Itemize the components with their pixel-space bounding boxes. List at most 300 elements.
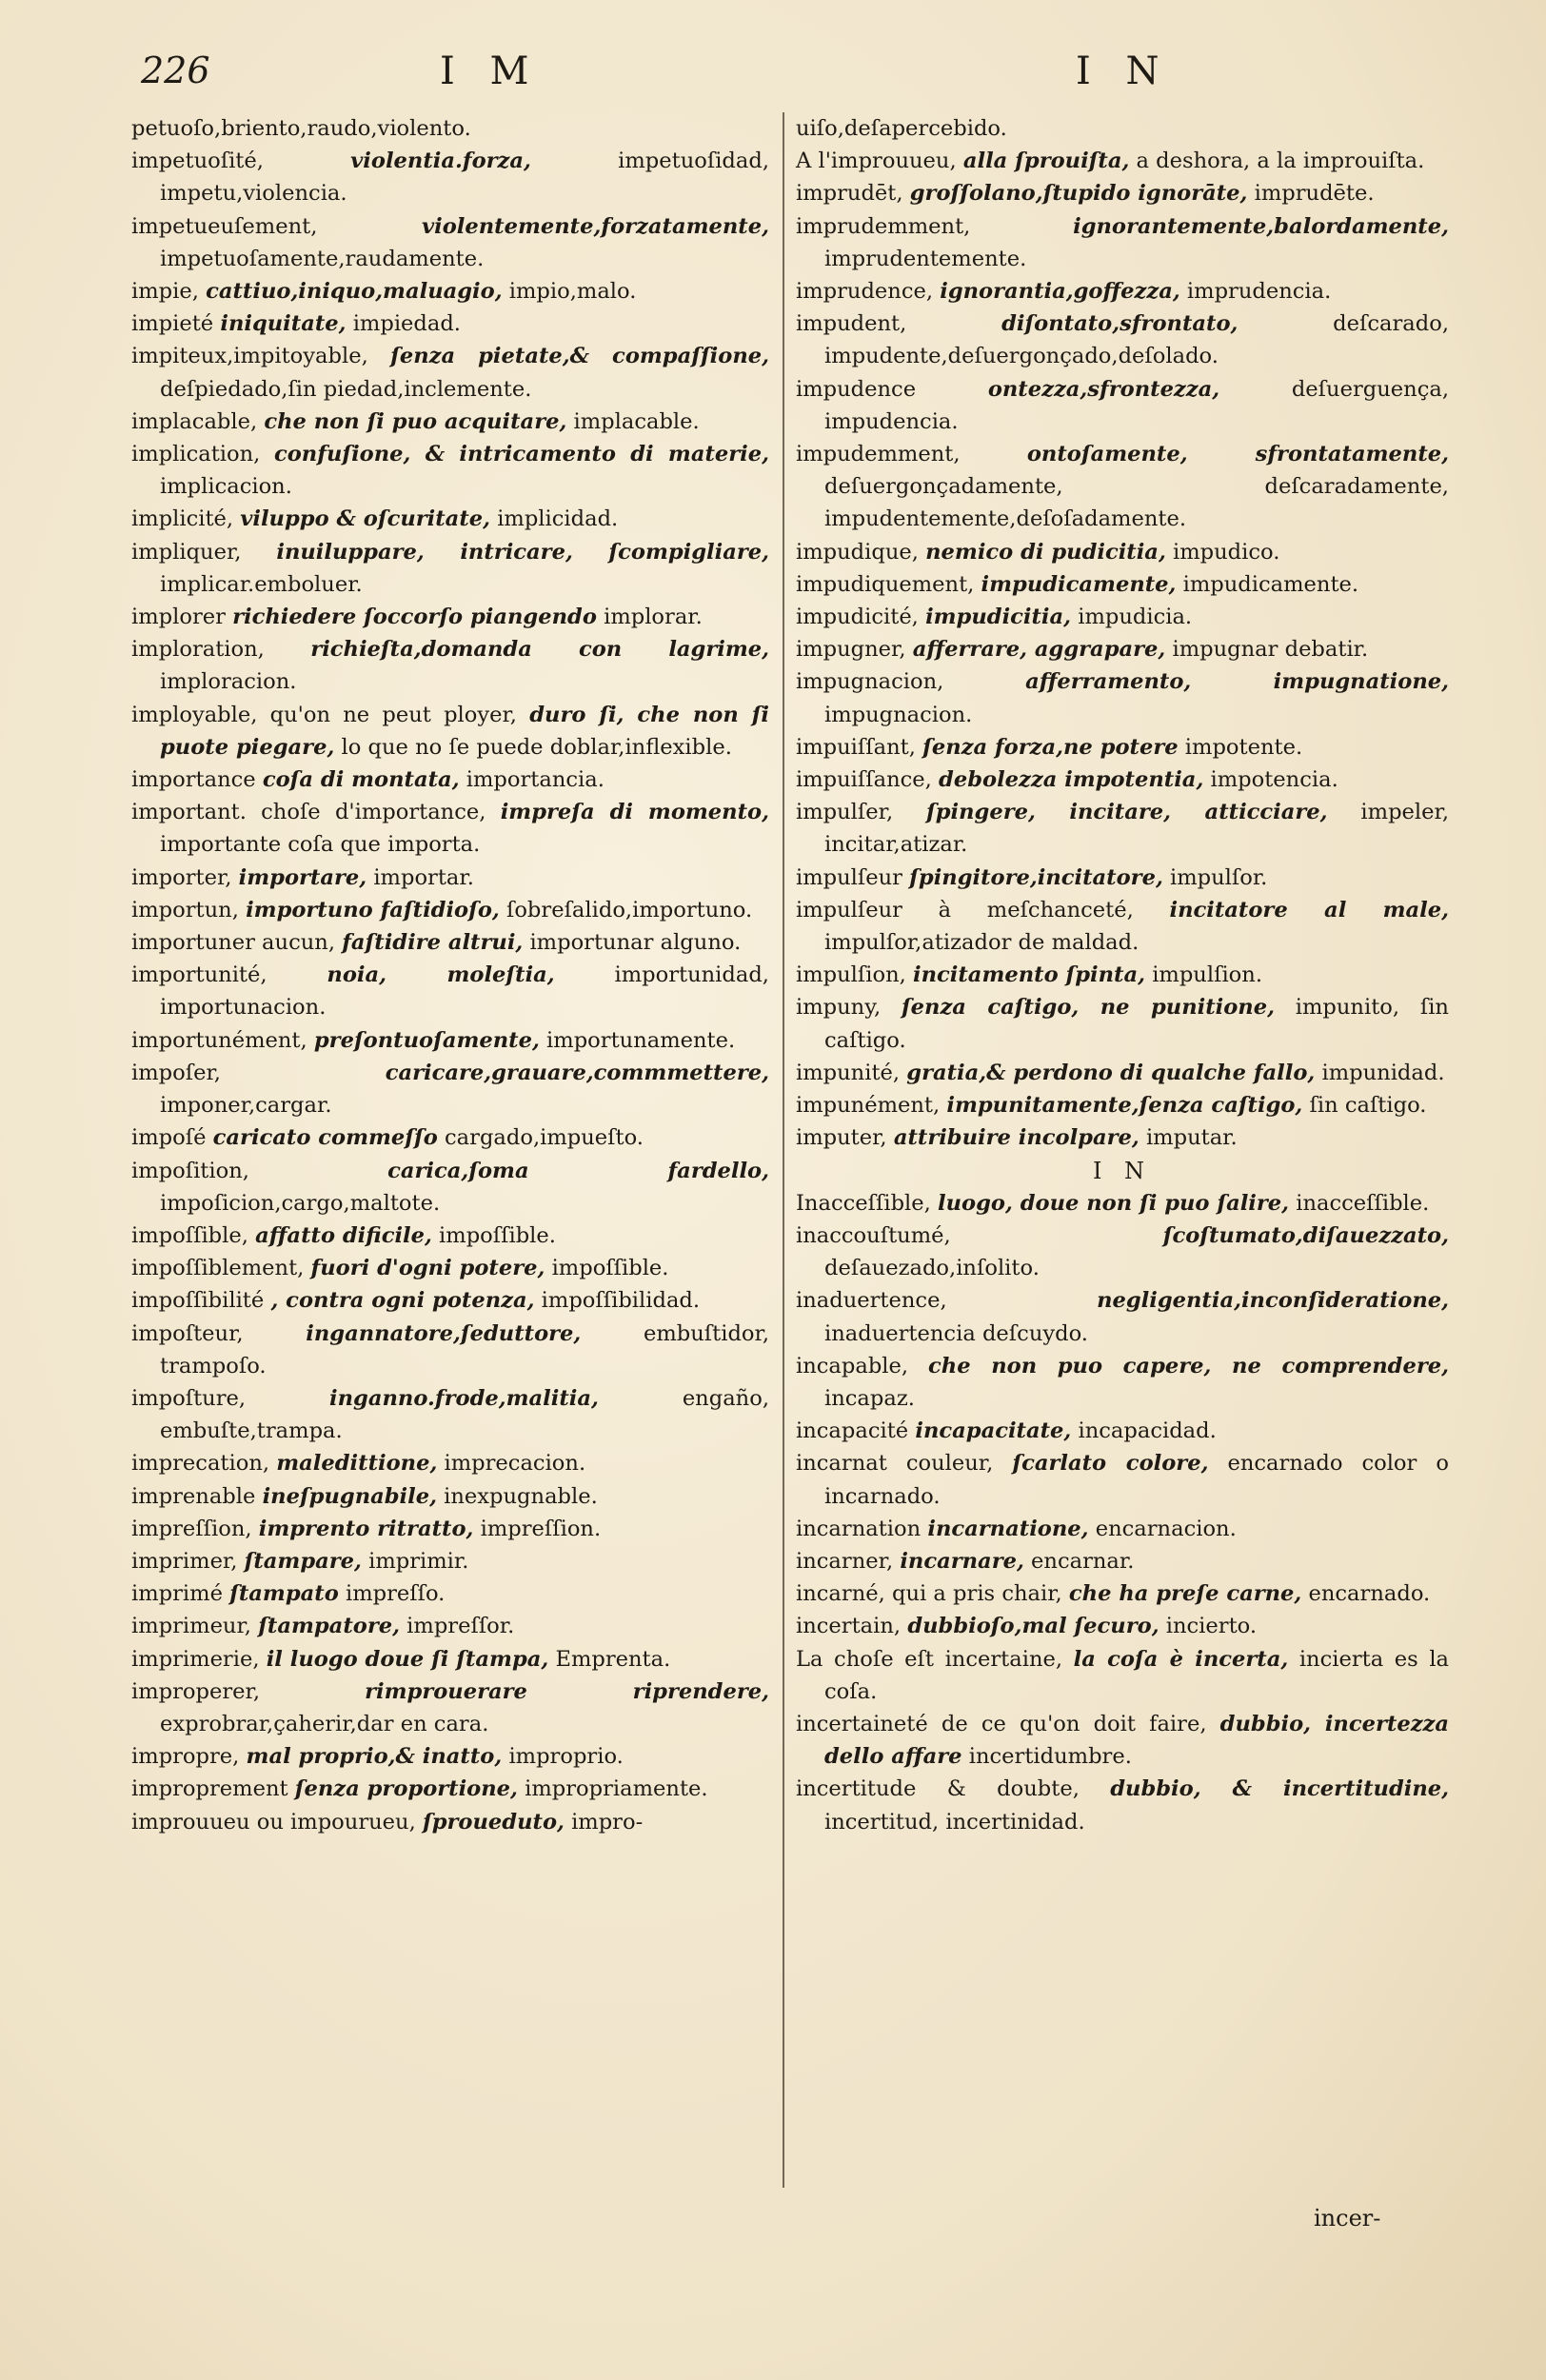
spanish-gloss: deſuergonçadamente, deſcaradamente, impudentemente,deſoſadamente.	[824, 474, 1449, 532]
french-headword: impuiſſant,	[796, 734, 916, 760]
french-headword: imputer,	[796, 1125, 887, 1151]
italian-gloss: che non ſi puo acquitare,	[264, 408, 567, 434]
french-headword: impudicité,	[796, 605, 919, 630]
dictionary-entry	[131, 1773, 769, 1805]
italian-gloss: ſproueduto,	[422, 1809, 565, 1835]
italian-gloss: preſontuoſamente,	[313, 1027, 540, 1053]
dictionary-entry	[131, 1284, 769, 1317]
french-headword: impulſeur	[796, 864, 902, 890]
french-headword: impulſeur à meſchanceté,	[796, 897, 1134, 922]
dictionary-entry	[796, 633, 1449, 665]
french-headword: importuner aucun,	[131, 930, 336, 956]
italian-gloss: noia, moleſtia,	[327, 962, 555, 988]
italian-gloss: ſenza proportione,	[294, 1776, 518, 1802]
dictionary-entry	[796, 894, 1449, 959]
dictionary-entry	[131, 536, 769, 601]
italian-gloss: ſcoſtumato,diſauezzato,	[1162, 1222, 1449, 1248]
french-headword: importun,	[131, 897, 239, 922]
dictionary-entry	[131, 340, 769, 405]
section-heading-in: I N	[1092, 1157, 1153, 1184]
italian-gloss: dubbio, & incertitudine,	[1110, 1776, 1449, 1802]
dictionary-entry	[131, 1545, 769, 1577]
italian-gloss: cattiuo,iniquo,maluagio,	[206, 279, 503, 305]
dictionary-entry	[131, 699, 769, 764]
spanish-gloss: impoſſible.	[439, 1222, 556, 1248]
dictionary-entry	[796, 764, 1449, 796]
dictionary-entry	[796, 1350, 1449, 1415]
italian-gloss: fuori d'ogni potere,	[310, 1256, 545, 1281]
italian-gloss: ignorantia,goffezza,	[940, 279, 1180, 305]
french-headword: impuiſſance,	[796, 767, 932, 793]
italian-gloss: rimprouerare riprendere,	[365, 1678, 769, 1704]
dictionary-entry	[796, 373, 1449, 438]
italian-gloss: ontoſamente, sfrontatamente,	[1026, 442, 1449, 467]
dictionary-entry	[131, 1610, 769, 1642]
french-headword: implorer	[131, 605, 226, 630]
spanish-gloss: impudicamente.	[1182, 571, 1359, 597]
dictionary-entry	[796, 1513, 1449, 1545]
spanish-gloss: implacable.	[573, 408, 700, 434]
french-headword: incapacité	[796, 1418, 909, 1444]
dictionary-entry	[131, 1676, 769, 1740]
italian-gloss: che ha preſe carne,	[1068, 1581, 1302, 1607]
spanish-gloss: importunar alguno.	[529, 930, 742, 956]
italian-gloss: attribuire incolpare,	[893, 1125, 1140, 1151]
italian-gloss: ſenza forza,ne potere	[922, 734, 1179, 760]
spanish-gloss: impudico.	[1173, 539, 1280, 565]
spanish-gloss: impotente.	[1184, 734, 1303, 760]
french-headword: incarner,	[796, 1548, 894, 1574]
french-headword: incertaineté de ce qu'on doit faire,	[796, 1711, 1207, 1736]
italian-gloss: afferrare, aggrapare,	[912, 637, 1166, 663]
italian-gloss: maledittione,	[276, 1451, 438, 1477]
spanish-gloss: impropriamente.	[525, 1776, 708, 1802]
dictionary-entry	[131, 1318, 769, 1382]
italian-gloss: luogo, doue non ſi puo ſalire,	[938, 1190, 1290, 1216]
spanish-gloss: impoſicion,cargo,maltote.	[160, 1190, 441, 1216]
spanish-gloss: impulſion.	[1152, 962, 1263, 988]
dictionary-entry	[131, 307, 769, 340]
spanish-gloss: ſin caſtigo.	[1309, 1093, 1427, 1119]
dictionary-entry	[796, 1415, 1449, 1447]
italian-gloss: inganno.frode,malitia,	[329, 1385, 599, 1411]
dictionary-entry	[131, 926, 769, 959]
italian-gloss: ſpingere, incitare, atticciare,	[926, 800, 1328, 825]
italian-gloss: inuiluppare, intricare, ſcompigliare,	[276, 539, 769, 565]
dictionary-entry	[131, 633, 769, 698]
spanish-gloss: impoſſibilidad.	[541, 1288, 701, 1314]
spanish-gloss: imprudencia.	[1186, 279, 1332, 305]
dictionary-entry	[796, 1121, 1449, 1154]
french-headword: Inacceſſible,	[796, 1190, 931, 1216]
french-headword: impudiquement,	[796, 571, 975, 597]
dictionary-entry	[796, 991, 1449, 1056]
dictionary-entry	[796, 568, 1449, 601]
french-headword: improperer,	[131, 1678, 261, 1704]
french-headword: impulſion,	[796, 962, 906, 988]
spanish-gloss: importunidad, importunacion.	[160, 962, 769, 1021]
french-headword: imprudemment,	[796, 213, 971, 239]
dictionary-entry	[131, 1121, 769, 1154]
dictionary-entry	[796, 1089, 1449, 1121]
french-headword: impoſſiblement,	[131, 1256, 305, 1281]
italian-gloss: ſtampare,	[244, 1548, 362, 1574]
french-headword: incapable,	[796, 1353, 909, 1378]
italian-gloss: imprento ritratto,	[258, 1516, 474, 1541]
italian-gloss: ontezza,sfrontezza,	[987, 376, 1220, 402]
dictionary-entry	[796, 112, 1449, 145]
spanish-gloss: impiedad.	[352, 311, 461, 337]
spanish-gloss: impotencia.	[1210, 767, 1338, 793]
italian-gloss: faſtidire altrui,	[342, 930, 524, 956]
spanish-gloss: deſuerguença, impudencia.	[824, 376, 1450, 434]
spanish-gloss: imploracion.	[160, 669, 297, 695]
italian-gloss: gratia,& perdono di qualche fallo,	[906, 1060, 1316, 1085]
spanish-gloss: ſobreſalido,importuno.	[505, 897, 753, 922]
italian-gloss: alla ſprouiſta,	[962, 149, 1130, 174]
french-headword: inaccouſtumé,	[796, 1222, 951, 1248]
dictionary-entry	[796, 536, 1449, 568]
french-headword: impuny,	[796, 995, 882, 1021]
dictionary-entry	[131, 1220, 769, 1252]
spanish-gloss: impunito, ſin caſtigo.	[824, 995, 1449, 1053]
italian-gloss: importare,	[238, 864, 367, 890]
french-headword: impoſſibilité	[131, 1288, 265, 1314]
dictionary-entry	[131, 1643, 769, 1676]
french-headword: imprenable	[131, 1483, 256, 1509]
italian-gloss: il luogo doue ſi ſtampa,	[266, 1646, 549, 1672]
spanish-gloss: Emprenta.	[555, 1646, 671, 1672]
french-headword: incertitude & doubte,	[796, 1776, 1080, 1802]
spanish-gloss: impro-	[571, 1809, 644, 1835]
dictionary-entry	[131, 1057, 769, 1121]
french-headword: impropre,	[131, 1744, 240, 1770]
italian-gloss: impudicamente,	[981, 571, 1177, 597]
dictionary-entry	[131, 1480, 769, 1513]
italian-gloss: ſenza pietate,& compaſſione,	[390, 344, 769, 369]
spanish-gloss: impoſſible.	[551, 1256, 669, 1281]
spanish-gloss: incierto.	[1165, 1614, 1258, 1639]
italian-gloss: viluppo & oſcuritate,	[240, 506, 490, 532]
spanish-gloss: exprobrar,çaherir,dar en cara.	[160, 1711, 489, 1736]
dictionary-entry	[131, 1024, 769, 1057]
french-headword: incarnation	[796, 1516, 922, 1541]
dictionary-entry	[796, 796, 1449, 861]
dictionary-entry	[131, 210, 769, 275]
french-headword: importunité,	[131, 962, 268, 988]
spanish-gloss: incapaz.	[824, 1385, 915, 1411]
dictionary-entry	[131, 894, 769, 926]
dictionary-entry	[131, 275, 769, 307]
french-headword: importunément,	[131, 1027, 307, 1053]
french-headword: impudique,	[796, 539, 919, 565]
french-headword: imprimerie,	[131, 1646, 260, 1672]
spanish-gloss: incertidumbre.	[968, 1744, 1132, 1770]
spanish-gloss: encarnar.	[1031, 1548, 1135, 1574]
french-headword: La choſe eſt incertaine,	[796, 1646, 1063, 1672]
dictionary-entry	[131, 1382, 769, 1447]
dictionary-entry	[131, 601, 769, 633]
french-headword: important. choſe d'importance,	[131, 800, 486, 825]
french-headword: implicité,	[131, 506, 234, 532]
spanish-gloss: incapacidad.	[1078, 1418, 1217, 1444]
french-headword: impoſition,	[131, 1158, 249, 1183]
italian-gloss: ſenza caſtigo, ne punitione,	[901, 995, 1275, 1021]
italian-gloss: negligentia,inconſideratione,	[1097, 1288, 1449, 1314]
dictionary-entry	[796, 1708, 1449, 1773]
french-headword: impiteux,impitoyable,	[131, 344, 368, 369]
french-headword: incarnat couleur,	[796, 1451, 994, 1477]
italian-gloss: ſcarlato colore,	[1012, 1451, 1209, 1477]
spanish-gloss: inacceſſible.	[1296, 1190, 1430, 1216]
french-headword: imprimeur,	[131, 1614, 251, 1639]
spanish-gloss: deſauezado,inſolito.	[824, 1256, 1040, 1281]
spanish-gloss: implicacion.	[160, 474, 292, 500]
spanish-gloss: impugnar debatir.	[1172, 637, 1369, 663]
italian-gloss: violentia.forza,	[350, 149, 531, 174]
dictionary-entry	[796, 1220, 1449, 1284]
italian-gloss: affatto dificile,	[255, 1222, 432, 1248]
dictionary-entry	[131, 112, 769, 145]
spanish-gloss: impunidad.	[1321, 1060, 1445, 1085]
italian-gloss: violentemente,forzatamente,	[422, 213, 769, 239]
dictionary-entry	[796, 1545, 1449, 1577]
italian-gloss: ſtampato	[229, 1581, 339, 1607]
italian-gloss: ignorantemente,balordamente,	[1073, 213, 1449, 239]
spanish-gloss: deſpiedado,ſin piedad,inclemente.	[160, 376, 532, 402]
italian-gloss: ſpingitore,incitatore,	[909, 864, 1163, 890]
left-column	[131, 112, 769, 1838]
french-headword: imprimer,	[131, 1548, 238, 1574]
french-headword: imployable, qu'on ne peut ployer,	[131, 702, 517, 727]
spanish-gloss: impreſſion.	[480, 1516, 602, 1541]
italian-gloss: incarnatione,	[927, 1516, 1089, 1541]
italian-gloss: caricare,grauare,commmettere,	[385, 1060, 769, 1085]
french-headword: inaduertence,	[796, 1288, 947, 1314]
spanish-gloss: incertitud, incertinidad.	[824, 1809, 1085, 1835]
spanish-gloss: implicar.emboluer.	[160, 571, 363, 597]
french-headword: importance	[131, 767, 256, 793]
right-column	[796, 112, 1449, 1838]
spanish-gloss: impugnacion.	[824, 702, 973, 727]
right-entries-in	[796, 1187, 1449, 1838]
italian-gloss: coſa di montata,	[262, 767, 460, 793]
italian-gloss: dubbioſo,mal ſecuro,	[907, 1614, 1160, 1639]
spanish-gloss: inaduertencia deſcuydo.	[824, 1320, 1088, 1346]
french-headword: implication,	[131, 442, 261, 467]
italian-gloss: mal proprio,& inatto,	[246, 1744, 503, 1770]
italian-gloss: duro ſi, che non ſi puote piegare,	[160, 702, 770, 760]
spanish-gloss: impio,malo.	[508, 279, 637, 305]
spanish-gloss: impudicia.	[1078, 605, 1193, 630]
dictionary-entry	[131, 1577, 769, 1610]
spanish-gloss: impetuoſidad, impetu,violencia.	[160, 149, 770, 207]
dictionary-entry	[131, 503, 769, 535]
column-divider	[783, 112, 784, 2188]
spanish-gloss: implicidad.	[497, 506, 619, 532]
right-running-head: I N	[1076, 50, 1171, 93]
french-headword: uiſo,deſapercebido.	[796, 116, 1007, 141]
dictionary-entry	[131, 438, 769, 503]
dictionary-entry	[796, 862, 1449, 894]
italian-gloss: impreſa di momento,	[500, 800, 769, 825]
dictionary-entry	[796, 307, 1449, 372]
dictionary-entry	[131, 145, 769, 209]
french-headword: petuoſo,briento,raudo,violento.	[131, 116, 471, 141]
dictionary-entry	[796, 1773, 1449, 1837]
french-headword: incarné, qui a pris chair,	[796, 1581, 1062, 1607]
spanish-gloss: impulſor.	[1170, 864, 1268, 890]
spanish-gloss: impetuoſamente,raudamente.	[160, 246, 485, 271]
spanish-gloss: impreſſo.	[345, 1581, 446, 1607]
italian-gloss: la coſa è incerta,	[1073, 1646, 1289, 1672]
left-running-head: I M	[440, 50, 541, 93]
italian-gloss: dubbio, incertezza dello affare	[824, 1711, 1449, 1770]
dictionary-entry	[796, 145, 1449, 177]
spanish-gloss: deſcarado, impudente,deſuergonçado,deſolado.	[824, 311, 1449, 369]
spanish-gloss: engaño, embuſte,trampa.	[160, 1385, 770, 1444]
spanish-gloss: imputar.	[1145, 1125, 1238, 1151]
italian-gloss: incarnare,	[900, 1548, 1024, 1574]
french-headword: impudemment,	[796, 442, 961, 467]
french-headword: impunément,	[796, 1093, 941, 1119]
spanish-gloss: importar.	[373, 864, 474, 890]
dictionary-entry	[131, 764, 769, 796]
french-headword: impugner,	[796, 637, 906, 663]
dictionary-entry	[796, 1447, 1449, 1512]
italian-gloss: afferramento, impugnatione,	[1025, 669, 1449, 695]
dictionary-entry	[131, 959, 769, 1023]
spanish-gloss: impeler, incitar,atizar.	[824, 800, 1450, 858]
dictionary-entry	[796, 1187, 1449, 1220]
french-headword: impudence	[796, 376, 917, 402]
spanish-gloss: incierta es la coſa.	[824, 1646, 1450, 1704]
italian-gloss: ſtampatore,	[258, 1614, 400, 1639]
right-entries-im	[796, 112, 1449, 1155]
spanish-gloss: implorar.	[604, 605, 703, 630]
page-header	[0, 50, 1546, 107]
dictionary-entry	[131, 1513, 769, 1545]
italian-gloss: groſſolano,ſtupido ignorāte,	[909, 181, 1248, 207]
spanish-gloss: embuſtidor, trampoſo.	[160, 1320, 770, 1378]
dictionary-entry	[796, 210, 1449, 275]
italian-gloss: diſontato,sfrontato,	[1001, 311, 1239, 337]
dictionary-entry	[131, 1806, 769, 1838]
italian-gloss: carica,ſoma fardello,	[387, 1158, 769, 1183]
italian-gloss: impunitamente,ſenza caſtigo,	[946, 1093, 1303, 1119]
italian-gloss: , contra ogni potenza,	[270, 1288, 535, 1314]
french-headword: impieté	[131, 311, 214, 337]
spanish-gloss: importante coſa que importa.	[160, 832, 481, 858]
dictionary-entry	[796, 438, 1449, 536]
italian-gloss: nemico di pudicitia,	[925, 539, 1166, 565]
spanish-gloss: impulſor,atizador de maldad.	[824, 930, 1140, 956]
dictionary-entry	[796, 665, 1449, 730]
italian-gloss: che non puo capere, ne comprendere,	[928, 1353, 1449, 1378]
page-number: 226	[141, 50, 210, 91]
dictionary-entry	[131, 1447, 769, 1479]
french-headword: A l'improuueu,	[796, 149, 957, 174]
french-headword: implacable,	[131, 408, 258, 434]
dictionary-entry	[131, 1155, 769, 1220]
italian-gloss: richieſta,domanda con lagrime,	[310, 637, 769, 663]
dictionary-entry	[131, 1740, 769, 1773]
french-headword: impugnacion,	[796, 669, 944, 695]
italian-gloss: incitatore al male,	[1169, 897, 1449, 922]
dictionary-entry	[796, 1577, 1449, 1610]
spanish-gloss: impreſſor.	[406, 1614, 515, 1639]
french-headword: imprudence,	[796, 279, 934, 305]
dictionary-entry	[796, 1057, 1449, 1089]
italian-gloss: importuno faſtidioſo,	[246, 897, 500, 922]
french-headword: imprudēt,	[796, 181, 903, 207]
spanish-gloss: imprudēte.	[1254, 181, 1375, 207]
italian-gloss: incitamento ſpinta,	[913, 962, 1145, 988]
italian-gloss: ineſpugnabile,	[262, 1483, 437, 1509]
french-headword: impliquer,	[131, 539, 242, 565]
spanish-gloss: lo que no ſe puede doblar,inflexible.	[341, 734, 732, 760]
french-headword: incertain,	[796, 1614, 902, 1639]
dictionary-entry	[796, 731, 1449, 764]
italian-gloss: impudicitia,	[925, 605, 1072, 630]
italian-gloss: ingannatore,ſeduttore,	[306, 1320, 582, 1346]
spanish-gloss: encarnado.	[1308, 1581, 1431, 1607]
french-headword: imploration,	[131, 637, 265, 663]
french-headword: impoſer,	[131, 1060, 221, 1085]
spanish-gloss: encarnado color o incarnado.	[824, 1451, 1449, 1509]
dictionary-entry	[131, 1252, 769, 1284]
french-headword: impetuoſité,	[131, 149, 264, 174]
spanish-gloss: importancia.	[466, 767, 605, 793]
dictionary-entry	[796, 1610, 1449, 1642]
french-headword: imprecation,	[131, 1451, 270, 1477]
french-headword: impudent,	[796, 311, 907, 337]
italian-gloss: caricato commeſſo	[212, 1125, 438, 1151]
catchword: incer-	[1314, 2205, 1381, 2231]
french-headword: impreſſion,	[131, 1516, 252, 1541]
spanish-gloss: imprecacion.	[444, 1451, 586, 1477]
italian-gloss: incapacitate,	[915, 1418, 1072, 1444]
spanish-gloss: a deshora, a la improuiſta.	[1136, 149, 1425, 174]
spanish-gloss: imprimir.	[368, 1548, 469, 1574]
french-headword: importer,	[131, 864, 232, 890]
italian-gloss: debolezza impotentia,	[939, 767, 1204, 793]
dictionary-entry	[796, 275, 1449, 307]
french-headword: imprimé	[131, 1581, 223, 1607]
spanish-gloss: inexpugnable.	[444, 1483, 598, 1509]
french-headword: impulſer,	[796, 800, 894, 825]
dictionary-entry	[131, 796, 769, 861]
spanish-gloss: imponer,cargar.	[160, 1093, 332, 1119]
dictionary-entry	[796, 1284, 1449, 1349]
french-headword: impoſé	[131, 1125, 207, 1151]
french-headword: impoſſible,	[131, 1222, 248, 1248]
french-headword: impunité,	[796, 1060, 901, 1085]
french-headword: impoſteur,	[131, 1320, 244, 1346]
spanish-gloss: imprudentemente.	[824, 246, 1027, 271]
dictionary-entry	[796, 601, 1449, 633]
dictionary-entry	[131, 862, 769, 894]
spanish-gloss: encarnacion.	[1095, 1516, 1237, 1541]
dictionary-entry	[796, 959, 1449, 991]
french-headword: improprement	[131, 1776, 288, 1802]
spanish-gloss: improprio.	[508, 1744, 624, 1770]
dictionary-entry	[796, 177, 1449, 209]
dictionary-entry	[131, 406, 769, 438]
french-headword: impetueuſement,	[131, 213, 318, 239]
french-headword: improuueu ou impourueu,	[131, 1809, 416, 1835]
dictionary-entry	[796, 1643, 1449, 1708]
